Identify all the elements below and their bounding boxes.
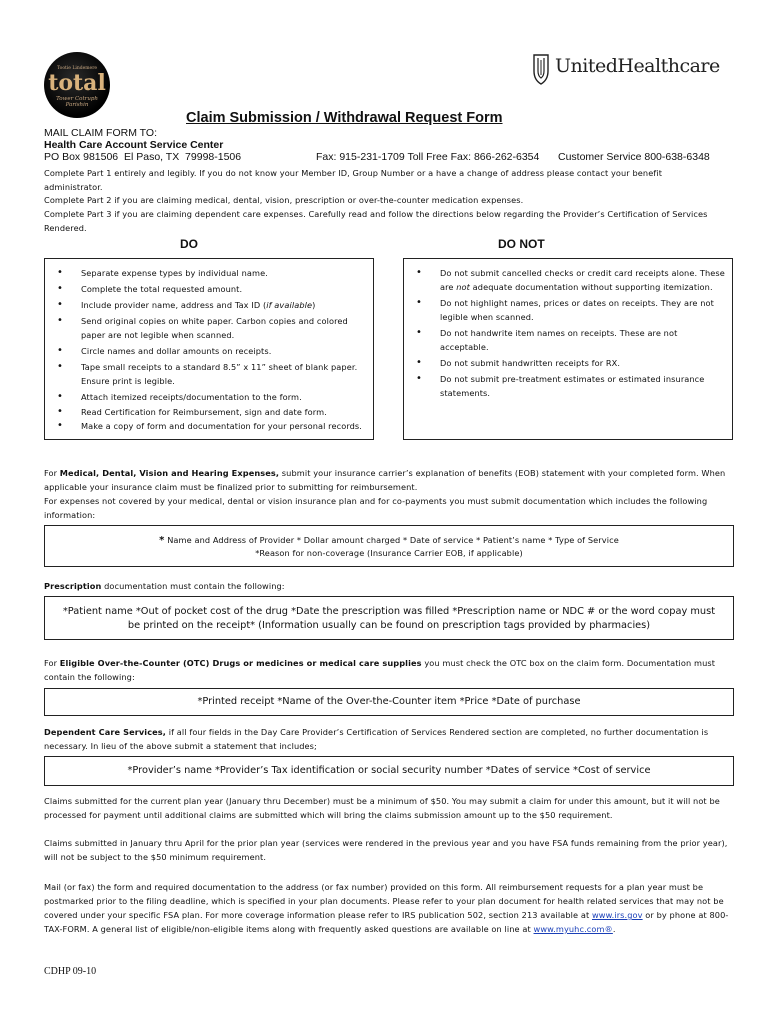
logo-tagline-bottom: Tower Cotruph Parishin [56,96,98,108]
service-center-name: Health Care Account Service Center [44,139,224,151]
form-code: CDHP 09-10 [44,966,97,977]
do-item: • Circle names and dollar amounts on receipts. [57,344,367,358]
medical-paragraph [44,466,734,494]
mail-instructions-end: . [612,924,616,934]
mail-instructions-paragraph [44,880,734,936]
prior-year-paragraph: Claims submitted in January thru April for the prior plan year (services were rendered in the previous year and you have FSA funds remaining from the prior year), will not be subject to the $50 minimum requirement. [44,838,728,862]
dependent-care-bold: Dependent Care Services, [44,727,166,737]
mailing-address: PO Box 981506 El Paso, TX 79998-1506 [44,151,242,163]
mail-instructions-text-2: or by phone at 800-TAX-FORM. A general list of eligible/non-eligible items along with frequently asked questions are available on line at [44,910,729,934]
logo-tagline-top: Tootie Lindemere [56,66,98,71]
medical-requirements-text: Name and Address of Provider * Dollar amount charged * Date of service * Patient’s name * Type of Service [167,535,619,545]
do-item: • Tape small receipts to a standard 8.5” x 11” sheet of blank paper. Ensure print is legible. [57,360,367,388]
uhc-shield-icon [531,53,551,85]
myuhc-link[interactable]: www.myuhc.com® [533,924,613,934]
do-heading: DO [180,237,198,251]
mail-instructions-text: Mail (or fax) the form and required documentation to the address (or fax number) provided on this form. All reimbursement requests for a plan year must be postmarked prior to the filing deadline, which is specified in your plan documents. Please refer to your plan document for health related services that may not be covered under your specific FSA plan. For more coverage information please refer to IRS publication 502, section 213 available at [44,882,724,920]
medical-requirements-line2: *Reason for non-coverage (Insurance Carrier EOB, if applicable) [255,548,523,558]
form-title: Claim Submission / Withdrawal Request Form [186,110,503,126]
otc-bold: Eligible Over-the-Counter (OTC) Drugs or medicines or medical care supplies [59,658,422,668]
do-item-text: Include provider name, address and Tax ID ( [81,300,267,310]
otc-paragraph [44,656,734,684]
dependent-care-text: if all four fields in the Day Care Provider’s Certification of Services Rendered section are completed, no further documentation is necessary. In lieu of the above submit a statement that includes; [44,727,709,751]
otc-text: For [44,658,60,668]
otc-text-rest: you must check the OTC box on the claim form. Documentation must contain the following: [44,658,716,682]
otc-requirements-text: *Printed receipt *Name of the Over-the-Counter item *Price *Date of purchase [197,696,581,707]
customer-service-number: Customer Service 800-638-6348 [558,151,710,163]
do-list [57,266,367,433]
irs-link[interactable]: www.irs.gov [591,910,643,920]
total-logo [44,52,110,118]
do-not-item: • Do not highlight names, prices or dates on receipts. They are not legible when scanned. [416,296,726,324]
do-not-item-text-end: adequate documentation without supporting itemization. [469,282,713,292]
logo-wordmark: total [48,70,106,96]
prescription-requirements-line2: be printed on the receipt* (Information usually can be found on prescription tags provided by pharmacies) [127,620,651,631]
do-item-italic: if available [266,300,313,310]
dependent-care-paragraph [44,725,734,753]
prescription-requirements-box [44,596,734,640]
do-item: • Make a copy of form and documentation for your personal records. [57,419,367,433]
do-not-item-italic: not [456,282,470,292]
do-item: • Send original copies on white paper. Carbon copies and colored paper are not legible when scanned. [57,314,367,342]
noncovered-paragraph: For expenses not covered by your medical, dental or vision insurance plan and for co-payments you must submit documentation which includes the following information: [44,496,708,520]
do-not-item: • Do not submit handwritten receipts for RX. [416,356,726,370]
minimum-claim-paragraph: Claims submitted for the current plan year (January thru December) must be a minimum of $50. You may submit a claim for under this amount, but it will not be processed for payment until additional claims are submitted which will bring the claims submission amount up to the $50 requirement. [44,796,720,820]
do-not-item-text: Do not submit cancelled checks or credit card receipts alone. These are [440,268,725,292]
do-not-item [416,266,726,294]
do-item: • Attach itemized receipts/documentation to the form. [57,390,367,404]
do-item: • Separate expense types by individual name. [57,266,367,280]
otc-requirements-box [44,688,734,716]
do-not-heading: DO NOT [498,237,545,251]
part3-instruction: Complete Part 3 if you are claiming dependent care expenses. Carefully read and follow the directions below regarding the Provider’s Certification of Services Rendered. [44,209,708,233]
do-not-item: • Do not submit pre-treatment estimates or estimated insurance statements. [416,372,726,400]
medical-bold: Medical, Dental, Vision and Hearing Expenses, [59,468,280,478]
prescription-bold: Prescription [44,581,102,591]
medical-text-rest: submit your insurance carrier’s explanation of benefits (EOB) statement with your completed form. When applicable your insurance claim must be finalized prior to submitting for reimbursement. [44,468,726,492]
do-item: • Complete the total requested amount. [57,282,367,296]
do-not-box [403,258,733,440]
do-item-end: ) [312,300,316,310]
mail-label: MAIL CLAIM FORM TO: [44,127,157,139]
part1-instruction: Complete Part 1 entirely and legibly. If you do not know your Member ID, Group Number or a have a change of address please contact your benefit administrator. [44,168,662,192]
dependent-care-requirements-box [44,756,734,786]
unitedhealthcare-logo: UnitedHealthcare [555,55,720,77]
medical-requirements-line1: * Name and Address of Provider * Dollar amount charged * Date of service * Patient’s name * Type of Service [159,535,619,546]
part2-instruction: Complete Part 2 if you are claiming medical, dental, vision, prescription or over-the-counter medication expenses. [44,195,524,205]
do-not-item: • Do not handwrite item names on receipts. These are not acceptable. [416,326,726,354]
fax-numbers: Fax: 915-231-1709 Toll Free Fax: 866-262-6354 [316,151,540,163]
do-not-list [416,266,726,400]
do-box [44,258,374,440]
prescription-label [44,579,285,593]
prescription-requirements-line1: *Patient name *Out of pocket cost of the drug *Date the prescription was filled *Prescription name or NDC # or the word copay must [62,606,716,617]
do-item [57,298,367,312]
medical-text: For [44,468,60,478]
prescription-rest: documentation must contain the following: [101,581,285,591]
do-item: • Read Certification for Reimbursement, sign and date form. [57,405,367,419]
dependent-care-requirements-text: *Provider’s name *Provider’s Tax identification or social security number *Dates of service *Cost of service [127,765,651,776]
medical-requirements-box [44,525,734,567]
